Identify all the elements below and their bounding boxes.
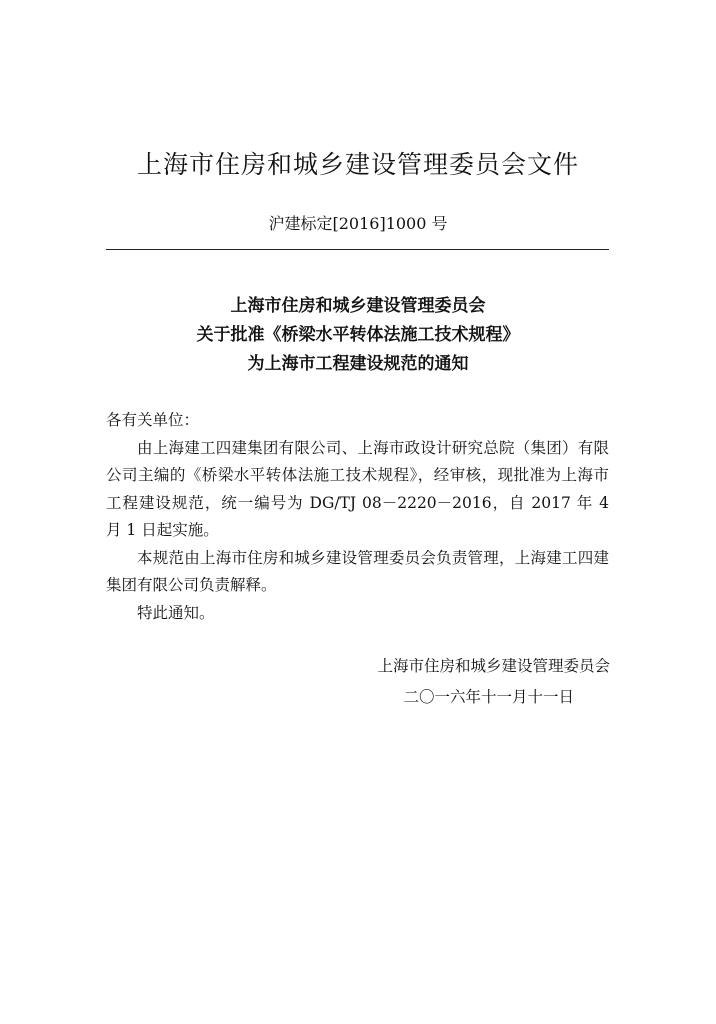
notice-title-line-2: 关于批准《桥梁水平转体法施工技术规程》	[196, 325, 520, 345]
signature-block	[377, 651, 610, 713]
document-number: 沪建标定[2016]1000 号	[268, 214, 448, 233]
body-paragraph-3: 特此通知。	[137, 603, 215, 622]
body-paragraph-1: 由上海建工四建集团有限公司、上海市政设计研究总院（集团）有限公司主编的《桥梁水平转体法施工技术规程》，经审核，现批准为上海市工程建设规范，统一编号为 DG/TJ 08－2220－2016，自 2017 年 4 月 1 日起实施。	[106, 438, 609, 539]
signature-date: 二〇一六年十一月十一日	[403, 688, 574, 706]
notice-title-line-3: 为上海市工程建设规范的通知	[247, 354, 469, 374]
notice-body	[106, 407, 609, 627]
issuer-title: 上海市住房和城乡建设管理委员会文件	[136, 150, 579, 179]
notice-title-line-1: 上海市住房和城乡建设管理委员会	[230, 296, 486, 316]
body-paragraph-2: 本规范由上海市住房和城乡建设管理委员会负责管理，上海建工四建集团有限公司负责解释。	[106, 548, 609, 594]
header-divider	[106, 249, 609, 250]
salutation: 各有关单位：	[106, 411, 200, 429]
signature-organization: 上海市住房和城乡建设管理委员会	[377, 657, 610, 675]
notice-title	[0, 292, 716, 379]
